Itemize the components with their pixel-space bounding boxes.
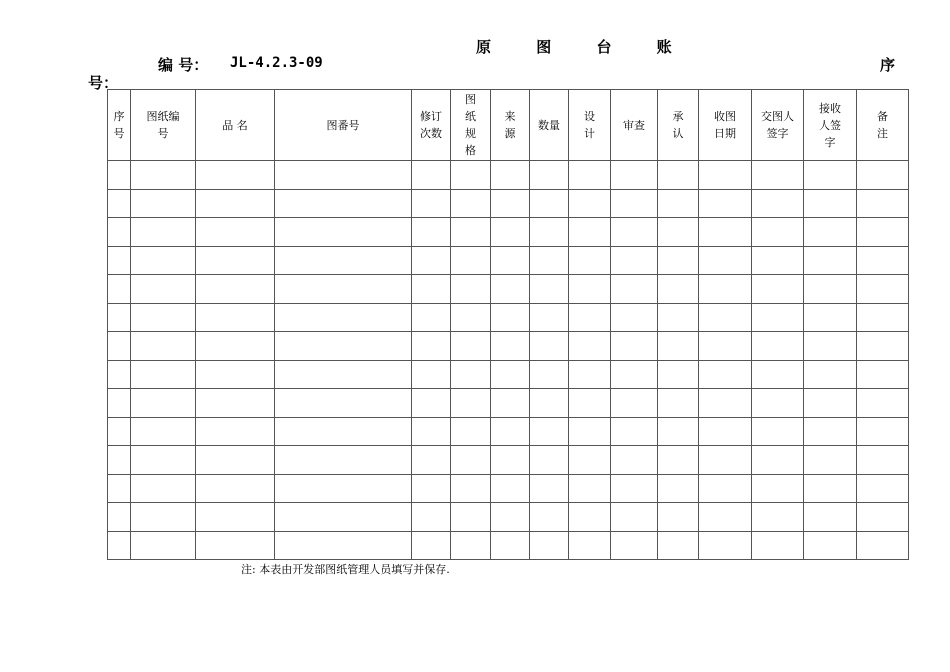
- table-cell[interactable]: [530, 275, 569, 304]
- table-cell[interactable]: [451, 474, 491, 503]
- table-cell[interactable]: [611, 474, 658, 503]
- table-cell[interactable]: [699, 218, 752, 247]
- table-cell[interactable]: [131, 189, 196, 218]
- table-cell[interactable]: [491, 218, 530, 247]
- table-cell[interactable]: [530, 474, 569, 503]
- table-cell[interactable]: [491, 531, 530, 560]
- table-cell[interactable]: [131, 360, 196, 389]
- table-cell[interactable]: [699, 503, 752, 532]
- table-cell[interactable]: [857, 389, 909, 418]
- table-cell[interactable]: [196, 446, 275, 475]
- table-cell[interactable]: [611, 303, 658, 332]
- table-cell[interactable]: [658, 446, 699, 475]
- table-cell[interactable]: [804, 332, 857, 361]
- table-cell[interactable]: [451, 189, 491, 218]
- table-cell[interactable]: [752, 503, 804, 532]
- table-cell[interactable]: [569, 161, 611, 190]
- table-cell[interactable]: [530, 246, 569, 275]
- table-cell[interactable]: [857, 218, 909, 247]
- table-cell[interactable]: [108, 503, 131, 532]
- table-cell[interactable]: [857, 161, 909, 190]
- table-cell[interactable]: [611, 332, 658, 361]
- serial-label-top: 序: [880, 56, 896, 74]
- table-cell[interactable]: [569, 531, 611, 560]
- table-row: [108, 474, 909, 503]
- table-cell[interactable]: [611, 161, 658, 190]
- table-cell[interactable]: [569, 218, 611, 247]
- column-header-approval: 承 认: [658, 90, 699, 161]
- table-cell[interactable]: [611, 417, 658, 446]
- table-cell[interactable]: [275, 503, 412, 532]
- table-cell[interactable]: [857, 189, 909, 218]
- table-cell[interactable]: [699, 389, 752, 418]
- table-cell[interactable]: [131, 246, 196, 275]
- table-cell[interactable]: [131, 161, 196, 190]
- table-cell[interactable]: [131, 303, 196, 332]
- table-row: [108, 531, 909, 560]
- table-cell[interactable]: [857, 531, 909, 560]
- table-cell[interactable]: [275, 474, 412, 503]
- table-cell[interactable]: [530, 360, 569, 389]
- table-cell[interactable]: [530, 417, 569, 446]
- table-cell[interactable]: [658, 531, 699, 560]
- table-header-row: [108, 90, 909, 161]
- table-cell[interactable]: [491, 246, 530, 275]
- table-cell[interactable]: [752, 446, 804, 475]
- table-cell[interactable]: [275, 446, 412, 475]
- table-cell[interactable]: [491, 474, 530, 503]
- table-cell[interactable]: [530, 332, 569, 361]
- table-cell[interactable]: [491, 332, 530, 361]
- table-cell[interactable]: [530, 531, 569, 560]
- table-cell[interactable]: [275, 360, 412, 389]
- table-cell[interactable]: [108, 446, 131, 475]
- table-cell[interactable]: [611, 189, 658, 218]
- column-header-receipt-date: 收图 日期: [699, 90, 752, 161]
- table-cell[interactable]: [699, 417, 752, 446]
- table-cell[interactable]: [611, 246, 658, 275]
- table-cell[interactable]: [275, 531, 412, 560]
- column-header-product-name: 品 名: [196, 90, 275, 161]
- table-cell[interactable]: [611, 360, 658, 389]
- table-cell[interactable]: [196, 474, 275, 503]
- table-cell[interactable]: [804, 303, 857, 332]
- table-cell[interactable]: [412, 275, 451, 304]
- column-header-receiver-signature: 接收 人签 字: [804, 90, 857, 161]
- drawing-ledger-table: [107, 89, 909, 560]
- table-cell[interactable]: [131, 417, 196, 446]
- table-cell[interactable]: [752, 417, 804, 446]
- table-cell[interactable]: [804, 218, 857, 247]
- table-row: [108, 503, 909, 532]
- table-cell[interactable]: [491, 389, 530, 418]
- table-cell[interactable]: [108, 389, 131, 418]
- table-cell[interactable]: [412, 218, 451, 247]
- table-cell[interactable]: [530, 503, 569, 532]
- table-cell[interactable]: [131, 389, 196, 418]
- code-value: JL-4.2.3-09: [230, 55, 323, 71]
- column-header-remarks: 备 注: [857, 90, 909, 161]
- table-cell[interactable]: [131, 503, 196, 532]
- table-cell[interactable]: [804, 474, 857, 503]
- table-cell[interactable]: [108, 218, 131, 247]
- table-cell[interactable]: [658, 218, 699, 247]
- table-cell[interactable]: [699, 189, 752, 218]
- table-cell[interactable]: [412, 531, 451, 560]
- table-cell[interactable]: [275, 189, 412, 218]
- table-cell[interactable]: [752, 389, 804, 418]
- table-cell[interactable]: [451, 503, 491, 532]
- table-cell[interactable]: [611, 531, 658, 560]
- table-cell[interactable]: [196, 161, 275, 190]
- table-cell[interactable]: [699, 332, 752, 361]
- table-cell[interactable]: [530, 189, 569, 218]
- table-cell[interactable]: [752, 303, 804, 332]
- table-cell[interactable]: [275, 161, 412, 190]
- table-cell[interactable]: [658, 275, 699, 304]
- column-header-quantity: 数量: [530, 90, 569, 161]
- column-header-review: 审查: [611, 90, 658, 161]
- table-cell[interactable]: [108, 360, 131, 389]
- table-cell[interactable]: [108, 417, 131, 446]
- table-row: [108, 417, 909, 446]
- table-cell[interactable]: [530, 389, 569, 418]
- column-header-drawing-number: 图番号: [275, 90, 412, 161]
- table-cell[interactable]: [804, 417, 857, 446]
- table-cell[interactable]: [196, 275, 275, 304]
- table-cell[interactable]: [412, 503, 451, 532]
- table-cell[interactable]: [699, 303, 752, 332]
- table-cell[interactable]: [196, 417, 275, 446]
- table-cell[interactable]: [412, 389, 451, 418]
- table-cell[interactable]: [857, 246, 909, 275]
- table-cell[interactable]: [196, 332, 275, 361]
- table-cell[interactable]: [451, 332, 491, 361]
- column-header-drawing-size: 图 纸 规 格: [451, 90, 491, 161]
- table-cell[interactable]: [611, 275, 658, 304]
- table-cell[interactable]: [699, 446, 752, 475]
- table-cell[interactable]: [108, 246, 131, 275]
- table-cell[interactable]: [804, 275, 857, 304]
- table-cell[interactable]: [611, 503, 658, 532]
- table-cell[interactable]: [131, 332, 196, 361]
- table-cell[interactable]: [569, 246, 611, 275]
- table-cell[interactable]: [451, 360, 491, 389]
- table-cell[interactable]: [275, 417, 412, 446]
- table-cell[interactable]: [857, 446, 909, 475]
- table-cell[interactable]: [491, 161, 530, 190]
- table-cell[interactable]: [275, 332, 412, 361]
- table-cell[interactable]: [699, 531, 752, 560]
- table-cell[interactable]: [611, 218, 658, 247]
- table-cell[interactable]: [196, 531, 275, 560]
- table-cell[interactable]: [699, 246, 752, 275]
- table-cell[interactable]: [108, 531, 131, 560]
- table-cell[interactable]: [131, 218, 196, 247]
- table-cell[interactable]: [658, 161, 699, 190]
- table-cell[interactable]: [752, 531, 804, 560]
- table-cell[interactable]: [412, 360, 451, 389]
- table-cell[interactable]: [108, 474, 131, 503]
- table-row: [108, 218, 909, 247]
- table-cell[interactable]: [451, 161, 491, 190]
- serial-label-bottom: 号：: [88, 74, 119, 92]
- table-cell[interactable]: [857, 303, 909, 332]
- table-cell[interactable]: [857, 275, 909, 304]
- table-cell[interactable]: [196, 503, 275, 532]
- table-cell[interactable]: [752, 332, 804, 361]
- footer-note: 注: 本表由开发部图纸管理人员填写并保存.: [241, 563, 450, 576]
- table-cell[interactable]: [275, 218, 412, 247]
- table-cell[interactable]: [752, 360, 804, 389]
- table-body: [108, 161, 909, 560]
- table-cell[interactable]: [699, 161, 752, 190]
- table-row: [108, 389, 909, 418]
- table-cell[interactable]: [658, 417, 699, 446]
- table-cell[interactable]: [196, 246, 275, 275]
- table-cell[interactable]: [611, 446, 658, 475]
- table-cell[interactable]: [196, 189, 275, 218]
- table-cell[interactable]: [699, 474, 752, 503]
- table-cell[interactable]: [491, 275, 530, 304]
- table-cell[interactable]: [658, 332, 699, 361]
- table-row: [108, 275, 909, 304]
- table-cell[interactable]: [196, 303, 275, 332]
- table-cell[interactable]: [658, 246, 699, 275]
- table-cell[interactable]: [752, 246, 804, 275]
- table-row: [108, 446, 909, 475]
- table-cell[interactable]: [275, 303, 412, 332]
- table-cell[interactable]: [131, 531, 196, 560]
- page-title: 原 图 台 账: [476, 38, 692, 56]
- table-cell[interactable]: [530, 161, 569, 190]
- table-cell[interactable]: [857, 360, 909, 389]
- table-cell[interactable]: [804, 189, 857, 218]
- table-row: [108, 189, 909, 218]
- table-cell[interactable]: [108, 332, 131, 361]
- table-cell[interactable]: [530, 446, 569, 475]
- table-cell[interactable]: [752, 161, 804, 190]
- table-row: [108, 303, 909, 332]
- table-cell[interactable]: [699, 275, 752, 304]
- table-cell[interactable]: [412, 332, 451, 361]
- table-cell[interactable]: [569, 360, 611, 389]
- table-cell[interactable]: [451, 531, 491, 560]
- table-cell[interactable]: [451, 417, 491, 446]
- table-cell[interactable]: [804, 446, 857, 475]
- table-cell[interactable]: [569, 275, 611, 304]
- table-row: [108, 332, 909, 361]
- table-cell[interactable]: [569, 446, 611, 475]
- table-cell[interactable]: [451, 246, 491, 275]
- column-header-submitter-signature: 交图人 签字: [752, 90, 804, 161]
- table-cell[interactable]: [451, 275, 491, 304]
- column-header-design: 设 计: [569, 90, 611, 161]
- column-header-revision-count: 修订 次数: [412, 90, 451, 161]
- table-cell[interactable]: [131, 275, 196, 304]
- table-cell[interactable]: [491, 446, 530, 475]
- table-cell[interactable]: [491, 303, 530, 332]
- column-header-drawing-code: 图纸编 号: [131, 90, 196, 161]
- table-cell[interactable]: [412, 246, 451, 275]
- table-cell[interactable]: [196, 389, 275, 418]
- table-cell[interactable]: [658, 389, 699, 418]
- table-cell[interactable]: [275, 389, 412, 418]
- table-cell[interactable]: [108, 161, 131, 190]
- table-cell[interactable]: [611, 389, 658, 418]
- table-cell[interactable]: [569, 474, 611, 503]
- table-cell[interactable]: [412, 303, 451, 332]
- table-cell[interactable]: [491, 360, 530, 389]
- table-cell[interactable]: [569, 417, 611, 446]
- table-cell[interactable]: [658, 474, 699, 503]
- table-cell[interactable]: [804, 531, 857, 560]
- table-cell[interactable]: [569, 303, 611, 332]
- table-row: [108, 161, 909, 190]
- table-cell[interactable]: [451, 389, 491, 418]
- code-label: 编 号：: [158, 56, 209, 74]
- table-cell[interactable]: [451, 303, 491, 332]
- table-cell[interactable]: [451, 446, 491, 475]
- table-cell[interactable]: [658, 360, 699, 389]
- table-cell[interactable]: [491, 503, 530, 532]
- column-header-serial: 序 号: [108, 90, 131, 161]
- table-cell[interactable]: [804, 389, 857, 418]
- table-cell[interactable]: [412, 161, 451, 190]
- table-cell[interactable]: [857, 417, 909, 446]
- table-cell[interactable]: [412, 417, 451, 446]
- table-cell[interactable]: [530, 218, 569, 247]
- table-cell[interactable]: [196, 218, 275, 247]
- table-cell[interactable]: [804, 246, 857, 275]
- table-cell[interactable]: [752, 218, 804, 247]
- table-cell[interactable]: [699, 360, 752, 389]
- column-header-source: 来 源: [491, 90, 530, 161]
- table-cell[interactable]: [412, 474, 451, 503]
- table-cell[interactable]: [658, 303, 699, 332]
- table-cell[interactable]: [804, 360, 857, 389]
- table-cell[interactable]: [196, 360, 275, 389]
- table-cell[interactable]: [752, 275, 804, 304]
- table-cell[interactable]: [569, 503, 611, 532]
- table-cell[interactable]: [569, 189, 611, 218]
- table-cell[interactable]: [752, 189, 804, 218]
- table-cell[interactable]: [752, 474, 804, 503]
- table-cell[interactable]: [857, 332, 909, 361]
- table-cell[interactable]: [451, 218, 491, 247]
- table-cell[interactable]: [108, 189, 131, 218]
- table-cell[interactable]: [275, 246, 412, 275]
- table-cell[interactable]: [804, 161, 857, 190]
- table-row: [108, 360, 909, 389]
- table-cell[interactable]: [658, 503, 699, 532]
- table-cell[interactable]: [491, 189, 530, 218]
- table-cell[interactable]: [569, 389, 611, 418]
- table-cell[interactable]: [857, 474, 909, 503]
- table-cell[interactable]: [131, 446, 196, 475]
- table-cell[interactable]: [857, 503, 909, 532]
- table-cell[interactable]: [108, 275, 131, 304]
- table-cell[interactable]: [412, 446, 451, 475]
- table-cell[interactable]: [108, 303, 131, 332]
- table-cell[interactable]: [131, 474, 196, 503]
- table-row: [108, 246, 909, 275]
- table-cell[interactable]: [491, 417, 530, 446]
- table-cell[interactable]: [412, 189, 451, 218]
- table-cell[interactable]: [275, 275, 412, 304]
- table-cell[interactable]: [804, 503, 857, 532]
- table-cell[interactable]: [658, 189, 699, 218]
- table-cell[interactable]: [530, 303, 569, 332]
- table-cell[interactable]: [569, 332, 611, 361]
